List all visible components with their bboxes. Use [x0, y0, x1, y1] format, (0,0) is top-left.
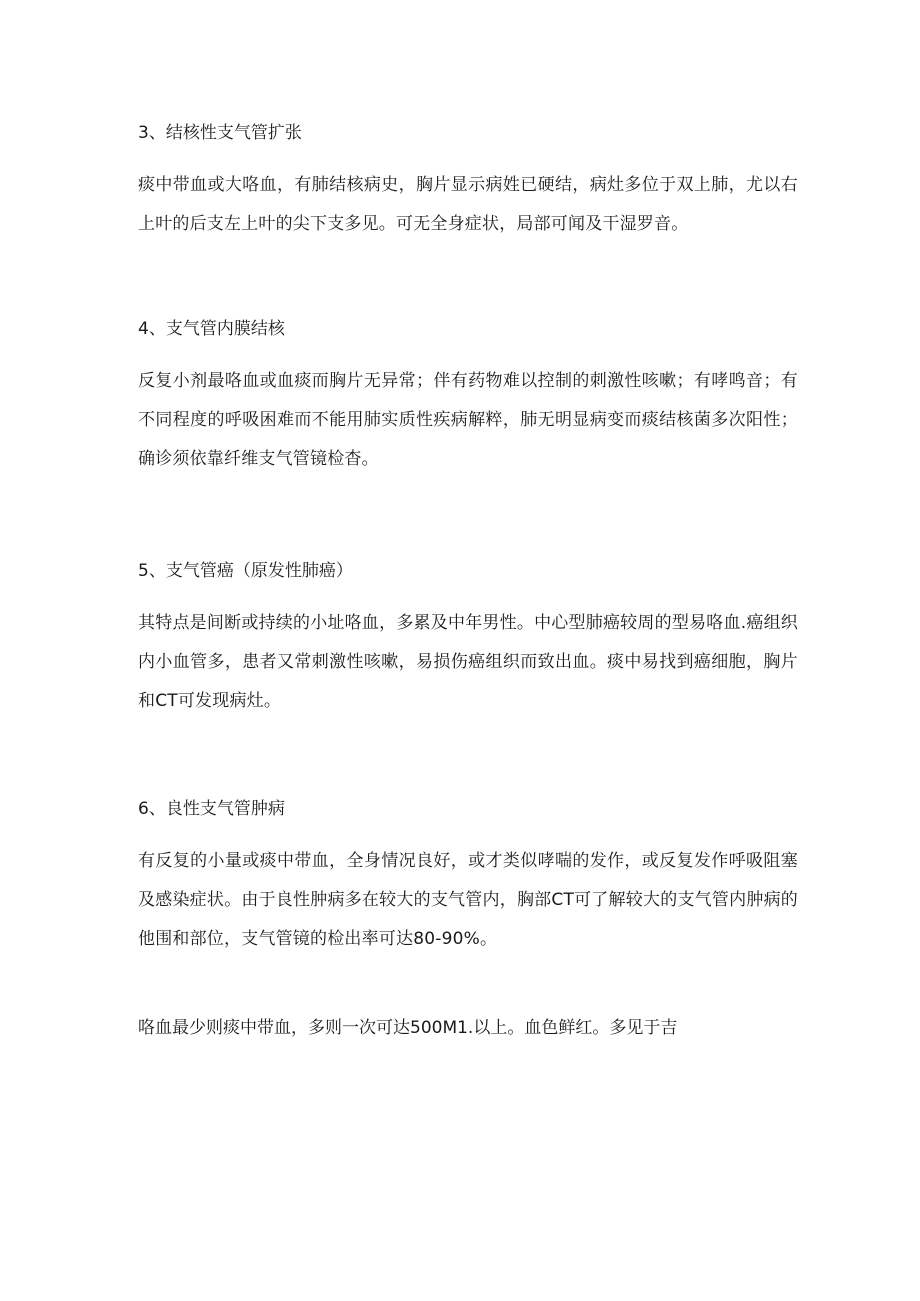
- section-5: [138, 559, 798, 721]
- section-3: [138, 121, 798, 244]
- section-paragraph: 其特点是间断或持续的小址咯血，多累及中年男性。中心型肺癌较周的型易咯血.癌组织内小血管多，患者又常刺激性咳嗽，易损伤癌组织而致出血。痰中易找到癌细胞，胸片和CT可发现病灶。: [138, 613, 798, 711]
- section-heading: 5、支气管癌（原发性肺癌）: [138, 561, 353, 581]
- section-paragraph: 有反复的小量或痰中带血，全身情况良好，或才类似哮喘的发作，或反复发作呼吸阻塞及感染症状。由于良性肿病多在较大的支气管内，胸部CT可了解较大的支气管内肿病的他围和部位，支气管镜的检出率可达80-90%。: [138, 851, 798, 949]
- section-4: [138, 317, 798, 479]
- closing-paragraph: 咯血最少则痰中带血，多则一次可达500M1.以上。血色鲜红。多见于吉: [138, 1018, 678, 1038]
- section-6: [138, 797, 798, 959]
- section-paragraph: 反复小剂最咯血或血痰而胸片无异常；伴有药物难以控制的刺激性咳嗽；有哮鸣音；有不同程度的呼吸困难而不能用肺实质性疾病解粹，肺无明显病变而痰结核菌多次阳性；确诊须依靠纤维支气管镜检杳。: [138, 371, 798, 469]
- section-paragraph: 痰中带血或大咯血，有肺结核病史，胸片显示病姓已硬结，病灶多位于双上肺，尤以右上叶的后支左上叶的尖下支多见。可无全身症状，局部可闻及干湿罗音。: [138, 175, 798, 234]
- section-heading: 4、支气管内膜结核: [138, 319, 285, 339]
- section-heading: 6、良性支气管肿病: [138, 799, 285, 819]
- section-heading: 3、结核性支气管扩张: [138, 123, 302, 143]
- closing-section: [138, 1016, 798, 1040]
